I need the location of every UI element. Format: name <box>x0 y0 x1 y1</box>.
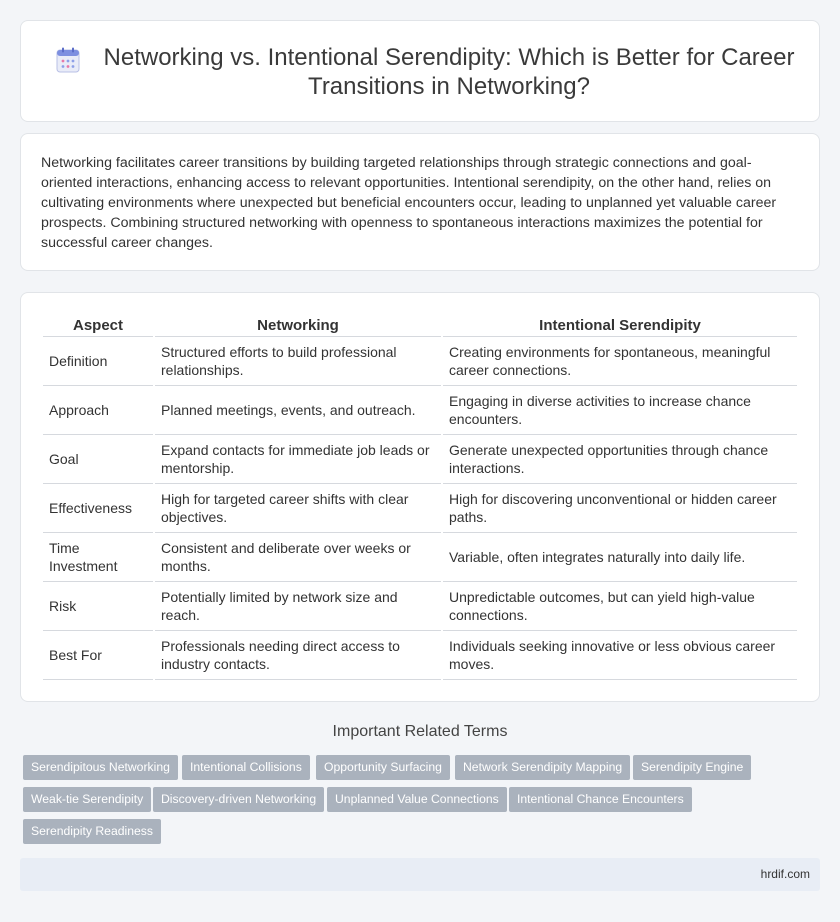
aspect-cell: Best For <box>43 631 153 680</box>
serendipity-cell: Variable, often integrates naturally into daily life. <box>443 533 797 582</box>
serendipity-cell: Individuals seeking innovative or less obvious career moves. <box>443 631 797 680</box>
term-tag[interactable]: Intentional Chance Encounters <box>509 787 692 812</box>
footer <box>20 858 820 891</box>
serendipity-cell: High for discovering unconventional or hidden career paths. <box>443 484 797 533</box>
networking-cell: High for targeted career shifts with clear objectives. <box>155 484 441 533</box>
comparison-card <box>20 292 820 702</box>
table-row <box>43 386 797 435</box>
aspect-cell: Definition <box>43 337 153 386</box>
networking-cell: Consistent and deliberate over weeks or months. <box>155 533 441 582</box>
serendipity-cell: Creating environments for spontaneous, meaningful career connections. <box>443 337 797 386</box>
serendipity-cell: Unpredictable outcomes, but can yield high-value connections. <box>443 582 797 631</box>
term-tag[interactable]: Intentional Collisions <box>182 755 310 780</box>
table-row <box>43 435 797 484</box>
networking-cell: Potentially limited by network size and reach. <box>155 582 441 631</box>
aspect-cell: Risk <box>43 582 153 631</box>
aspect-cell: Effectiveness <box>43 484 153 533</box>
table-row <box>43 533 797 582</box>
header-serendipity: Intentional Serendipity <box>443 315 797 337</box>
calendar-icon <box>56 47 80 73</box>
term-tag[interactable]: Network Serendipity Mapping <box>455 755 630 780</box>
aspect-cell: Approach <box>43 386 153 435</box>
term-tag[interactable]: Opportunity Surfacing <box>316 755 450 780</box>
networking-cell: Professionals needing direct access to industry contacts. <box>155 631 441 680</box>
aspect-cell: Time Investment <box>43 533 153 582</box>
title-card <box>20 20 820 122</box>
term-tag[interactable]: Serendipitous Networking <box>23 755 178 780</box>
header-aspect: Aspect <box>43 315 153 337</box>
networking-cell: Structured efforts to build professional relationships. <box>155 337 441 386</box>
related-terms-title: Important Related Terms <box>332 723 508 740</box>
table-row <box>43 582 797 631</box>
table-row <box>43 337 797 386</box>
intro-card <box>20 133 820 271</box>
term-tag[interactable]: Serendipity Engine <box>633 755 751 780</box>
term-tag[interactable]: Serendipity Readiness <box>23 819 161 844</box>
table-row <box>43 484 797 533</box>
table-header-row <box>43 315 797 337</box>
page-title: Networking vs. Intentional Serendipity: Which is Better for Career Transitions in Networking? <box>103 44 795 100</box>
serendipity-cell: Generate unexpected opportunities through chance interactions. <box>443 435 797 484</box>
term-tag[interactable]: Unplanned Value Connections <box>327 787 507 812</box>
networking-cell: Expand contacts for immediate job leads or mentorship. <box>155 435 441 484</box>
header-networking: Networking <box>155 315 441 337</box>
serendipity-cell: Engaging in diverse activities to increase chance encounters. <box>443 386 797 435</box>
footer-site[interactable]: hrdif.com <box>760 867 810 881</box>
term-tag[interactable]: Weak-tie Serendipity <box>23 787 151 812</box>
aspect-cell: Goal <box>43 435 153 484</box>
intro-paragraph: Networking facilitates career transitions by building targeted relationships through strategic connections and goal-oriented interactions, enhancing access to relevant opportunities. Intentional serendipity, on the other hand, relies on cultivating environments where unexpected but beneficial encounters occur, leading to unplanned yet valuable career prospects. Combining structured networking with openness to spontaneous interactions maximizes the potential for successful career changes. <box>41 155 777 251</box>
term-tag[interactable]: Discovery-driven Networking <box>153 787 324 812</box>
comparison-table <box>41 315 799 680</box>
table-row <box>43 631 797 680</box>
networking-cell: Planned meetings, events, and outreach. <box>155 386 441 435</box>
